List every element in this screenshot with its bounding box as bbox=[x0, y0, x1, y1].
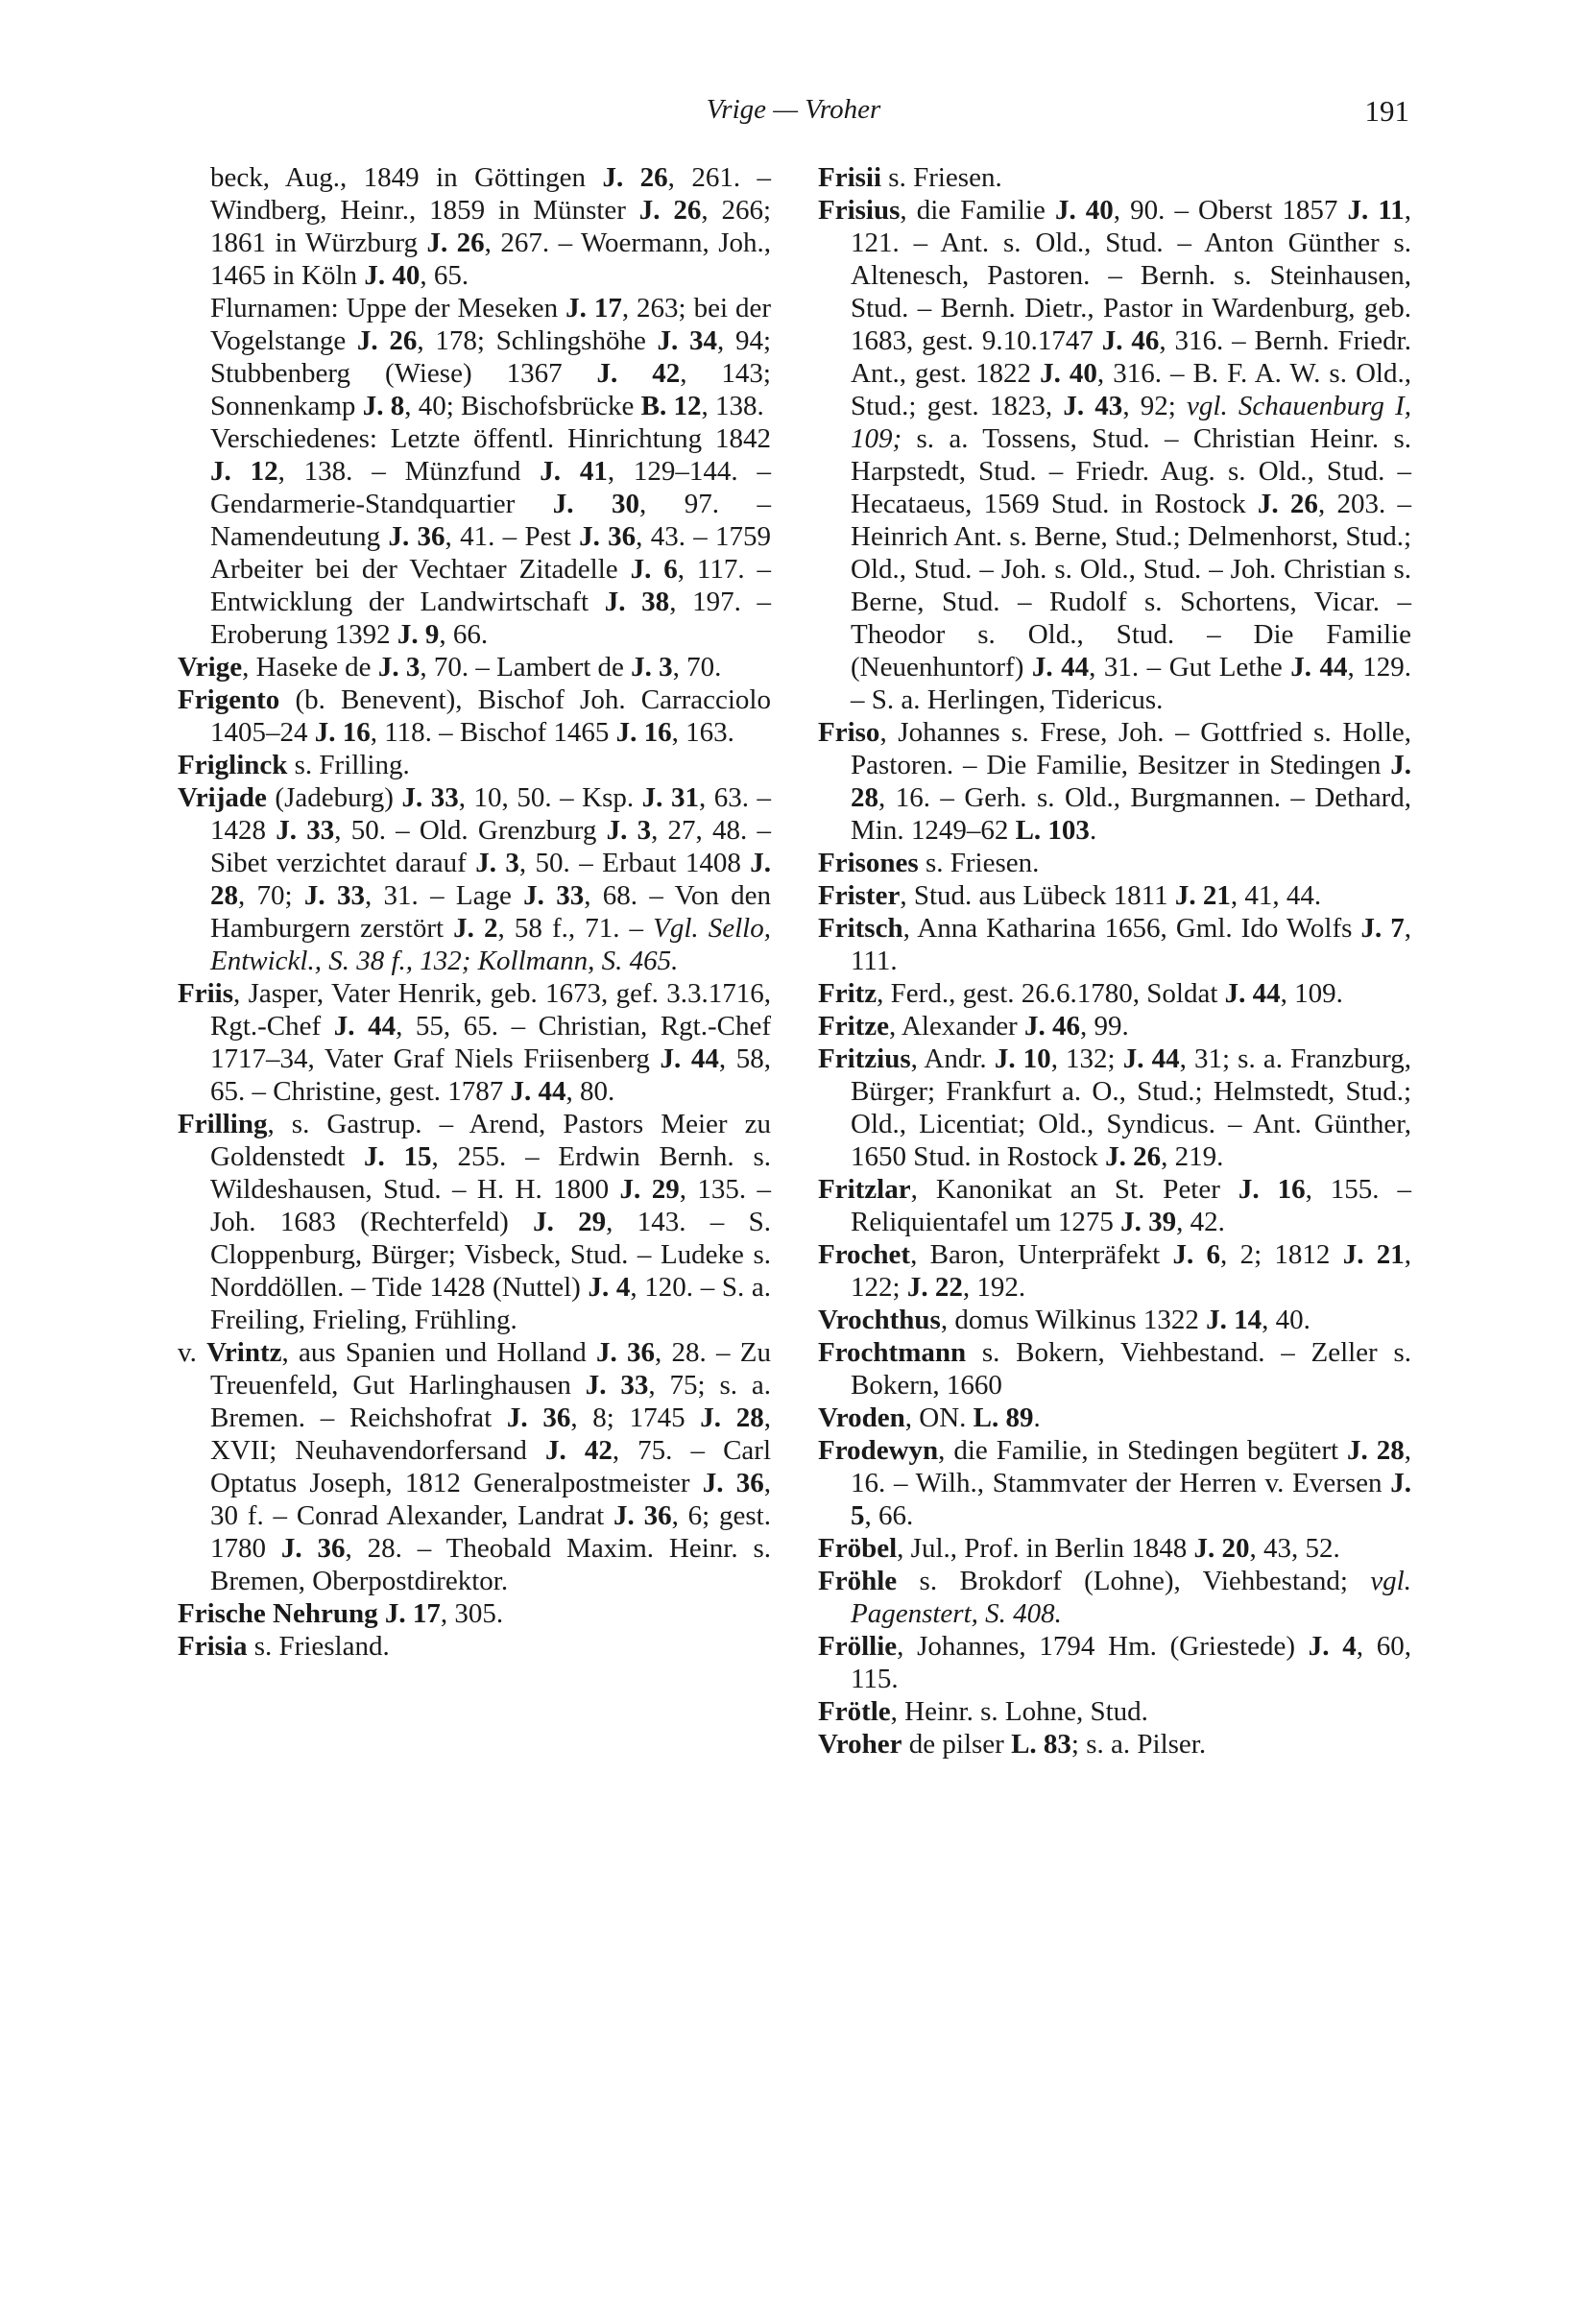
index-entry: Frochet, Baron, Unterpräfekt J. 6, 2; 1812 J. 21, 122; J. 22, 192. bbox=[818, 1239, 1412, 1303]
index-entry: Vrige, Haseke de J. 3, 70. – Lambert de J. 3, 70. bbox=[178, 652, 722, 683]
index-entry: Vrijade (Jadeburg) J. 33, 10, 50. – Ksp. J. 31, 63. – 1428 J. 33, 50. – Old. Grenzburg J. 3, 27, 48. – Sibet verzichtet darauf J. 3, 50. – Erbaut 1408 J. 28, 70; J. 33, 31. – Lage J. 33, 68. – Von den Hamburgern zerstört J. 2, 58 f., 71. – Vgl. Sello, Entwickl., S. 38 f., 132; Kollmann, S. 465. bbox=[178, 782, 772, 976]
index-entry: beck, Aug., 1849 in Göttingen J. 26, 261. – Windberg, Heinr., 1859 in Münster J. 26, 266; 1861 in Würzburg J. 26, 267. – Woermann, Joh., 1465 in Köln J. 40, 65. bbox=[210, 162, 772, 291]
right-column bbox=[818, 161, 1411, 1761]
page-number: 191 bbox=[1364, 94, 1409, 128]
index-entry: Frötle, Heinr. s. Lohne, Stud. bbox=[818, 1696, 1148, 1727]
index-entry: Vroden, ON. L. 89. bbox=[818, 1402, 1041, 1433]
left-column bbox=[178, 161, 771, 1663]
index-entry: Frigento (b. Benevent), Bischof Joh. Carracciolo 1405–24 J. 16, 118. – Bischof 1465 J. 16, 163. bbox=[178, 684, 771, 748]
index-entry: Verschiedenes: Letzte öffentl. Hinrichtung 1842 J. 12, 138. – Münzfund J. 41, 129–144. – Gendarmerie-Standquartier J. 30, 97. – Namendeutung J. 36, 41. – Pest J. 36, 43. – 1759 Arbeiter bei der Vechtaer Zitadelle J. 6, 117. – Entwicklung der Landwirtschaft J. 38, 197. – Eroberung 1392 J. 9, 66. bbox=[210, 423, 772, 650]
index-entry: Fritzius, Andr. J. 10, 132; J. 44, 31; s. a. Franzburg, Bürger; Frankfurt a. O., Stud.; Helmstedt, Stud.; Old., Licentiat; Old., Syndicus. – Ant. Günther, 1650 Stud. in Rostock J. 26, 219. bbox=[818, 1043, 1411, 1172]
index-entry: Friso, Johannes s. Frese, Joh. – Gottfried s. Holle, Pastoren. – Die Familie, Besitzer in Stedingen J. 28, 16. – Gerh. s. Old., Burgmannen. – Dethard, Min. 1249–62 L. 103. bbox=[818, 717, 1411, 846]
running-head: Vrige — Vroher bbox=[706, 94, 881, 125]
index-entry: Frisia s. Friesland. bbox=[178, 1631, 390, 1662]
index-entry: Fritze, Alexander J. 46, 99. bbox=[818, 1011, 1129, 1042]
index-entry: Fröllie, Johannes, 1794 Hm. (Griestede) J. 4, 60, 115. bbox=[818, 1631, 1412, 1694]
index-entry: Friis, Jasper, Vater Henrik, geb. 1673, gef. 3.3.1716, Rgt.-Chef J. 44, 55, 65. – Christian, Rgt.-Chef 1717–34, Vater Graf Niels Friisenberg J. 44, 58, 65. – Christine, gest. 1787 J. 44, 80. bbox=[178, 978, 772, 1107]
index-entry: Fritz, Ferd., gest. 26.6.1780, Soldat J. 44, 109. bbox=[818, 978, 1343, 1009]
index-entry: Frisones s. Friesen. bbox=[818, 848, 1040, 878]
index-entry: Fröbel, Jul., Prof. in Berlin 1848 J. 20, 43, 52. bbox=[818, 1533, 1340, 1564]
index-entry: Fröhle s. Brokdorf (Lohne), Viehbestand; vgl. Pagenstert, S. 408. bbox=[818, 1566, 1411, 1629]
index-entry: Frisius, die Familie J. 40, 90. – Oberst 1857 J. 11, 121. – Ant. s. Old., Stud. – Anton Günther s. Altenesch, Pastoren. – Bernh. s. Steinhausen, Stud. – Bernh. Dietr., Pastor in Wardenburg, geb. 1683, gest. 9.10.1747 J. 46, 316. – Bernh. Friedr. Ant., gest. 1822 J. 40, 316. – B. F. A. W. s. Old., Stud.; gest. 1823, J. 43, 92; vgl. Schauenburg I, 109; s. a. Tossens, Stud. – Christian Heinr. s. Harpstedt, Stud. – Friedr. Aug. s. Old., Stud. – Hecataeus, 1569 Stud. in Rostock J. 26, 203. – Heinrich Ant. s. Berne, Stud.; Delmenhorst, Stud.; Old., Stud. – Joh. s. Old., Stud. – Joh. Christian s. Berne, Stud. – Rudolf s. Schortens, Vicar. – Theodor s. Old., Stud. – Die Familie (Neuenhuntorf) J. 44, 31. – Gut Lethe J. 44, 129. – S. a. Herlingen, Tidericus. bbox=[818, 195, 1412, 715]
index-entry: Frilling, s. Gastrup. – Arend, Pastors Meier zu Goldenstedt J. 15, 255. – Erdwin Bernh. s. Wildeshausen, Stud. – H. H. 1800 J. 29, 135. – Joh. 1683 (Rechterfeld) J. 29, 143. – S. Cloppenburg, Bürger; Visbeck, Stud. – Ludeke s. Norddöllen. – Tide 1428 (Nuttel) J. 4, 120. – S. a. Freiling, Frieling, Frühling. bbox=[178, 1109, 772, 1335]
index-entry: Vroher de pilser L. 83; s. a. Pilser. bbox=[818, 1729, 1207, 1760]
index-entry: Friglinck s. Frilling. bbox=[178, 750, 410, 780]
index-entry: Frische Nehrung J. 17, 305. bbox=[178, 1598, 504, 1629]
index-entry: Frisii s. Friesen. bbox=[818, 162, 1002, 193]
index-entry: Frister, Stud. aus Lübeck 1811 J. 21, 41, 44. bbox=[818, 880, 1322, 911]
index-entry: Flurnamen: Uppe der Meseken J. 17, 263; bei der Vogelstange J. 26, 178; Schlingshöhe J. 34, 94; Stubbenberg (Wiese) 1367 J. 42, 143; Sonnenkamp J. 8, 40; Bischofsbrücke B. 12, 138. bbox=[210, 293, 772, 421]
index-entry: Vrochthus, domus Wilkinus 1322 J. 14, 40. bbox=[818, 1305, 1310, 1335]
index-entry: Frodewyn, die Familie, in Stedingen begütert J. 28, 16. – Wilh., Stammvater der Herren v. Eversen J. 5, 66. bbox=[818, 1435, 1411, 1531]
index-entry: Fritsch, Anna Katharina 1656, Gml. Ido Wolfs J. 7, 111. bbox=[818, 913, 1411, 976]
index-entry: v. Vrintz, aus Spanien und Holland J. 36, 28. – Zu Treuenfeld, Gut Harlinghausen J. 33, 75; s. a. Bremen. – Reichshofrat J. 36, 8; 1745 J. 28, XVII; Neuhavendorfersand J. 42, 75. – Carl Optatus Joseph, 1812 Generalpostmeister J. 36, 30 f. – Conrad Alexander, Landrat J. 36, 6; gest. 1780 J. 36, 28. – Theobald Maxim. Heinr. s. Bremen, Oberpostdirektor. bbox=[178, 1337, 772, 1596]
page-header bbox=[0, 94, 1587, 132]
index-entry: Frochtmann s. Bokern, Viehbestand. – Zeller s. Bokern, 1660 bbox=[818, 1337, 1411, 1401]
index-entry: Fritzlar, Kanonikat an St. Peter J. 16, 155. – Reliquientafel um 1275 J. 39, 42. bbox=[818, 1174, 1411, 1237]
